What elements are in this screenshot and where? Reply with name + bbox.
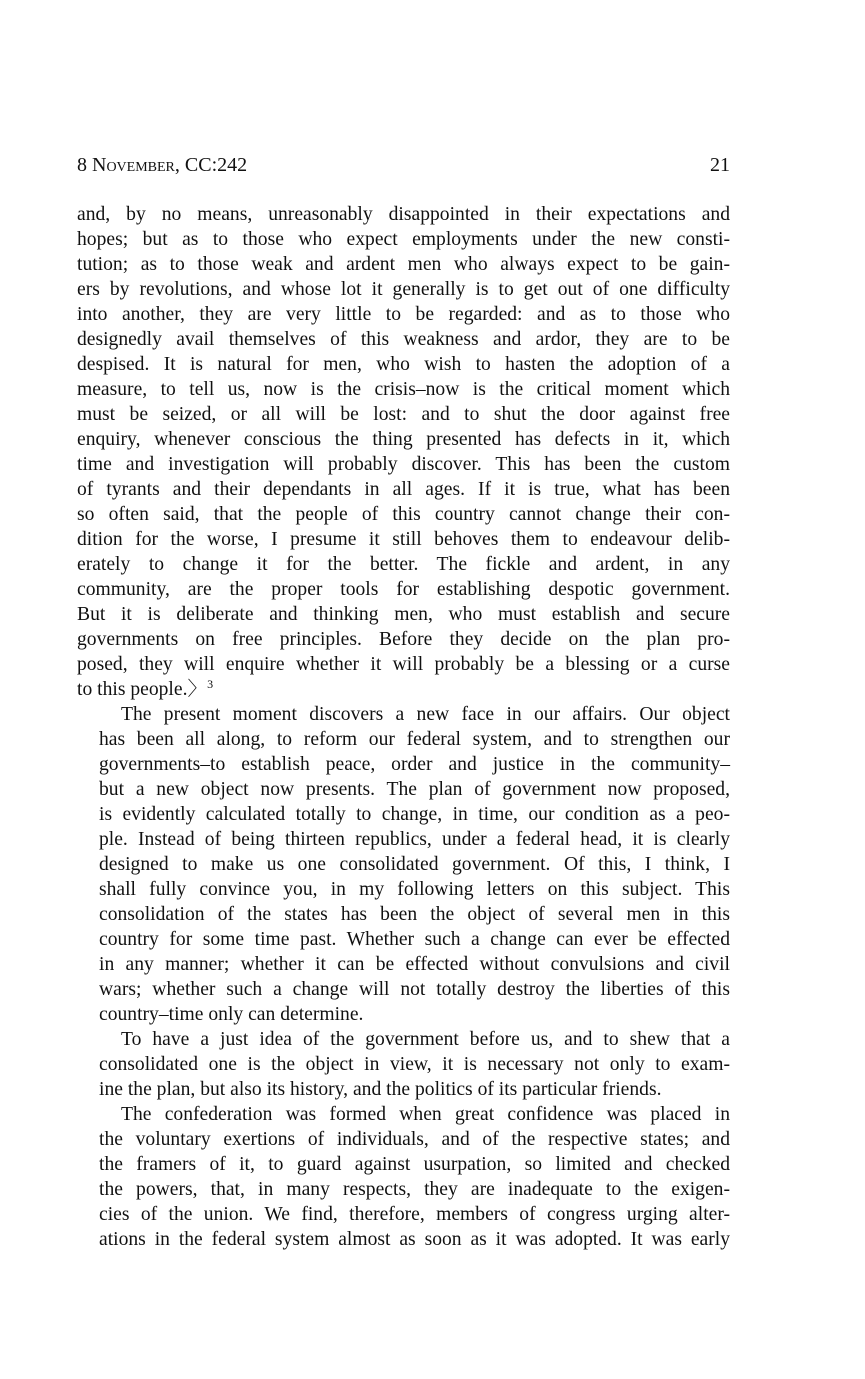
text-line: so often said, that the people of this country cannot change their con-	[77, 504, 730, 525]
text-line: consolidation of the states has been the object of several men in this	[99, 904, 730, 925]
text-line: ations in the federal system almost as soon as it was adopted. It was early	[99, 1229, 730, 1250]
running-head	[77, 150, 730, 180]
paragraph	[77, 702, 730, 1027]
text-line: despised. It is natural for men, who wish to hasten the adoption of a	[77, 354, 730, 375]
text-line: and, by no means, unreasonably disappointed in their expectations and	[77, 204, 730, 225]
footnote-reference: 3	[207, 677, 214, 691]
text-line: to this people.〉$^3$	[77, 677, 214, 700]
text-line: the framers of it, to guard against usurpation, so limited and checked	[99, 1154, 730, 1175]
text-line: has been all along, to reform our federal system, and to strengthen our	[99, 729, 730, 750]
text-line: The confederation was formed when great confidence was placed in	[121, 1104, 730, 1125]
text-line: dition for the worse, I presume it still behoves them to endeavour delib-	[77, 529, 730, 550]
running-head-reference: , CC:242	[174, 154, 248, 176]
text-line: cies of the union. We find, therefore, members of congress urging alter-	[99, 1204, 730, 1225]
text-line: community, are the proper tools for establishing despotic government.	[77, 579, 730, 600]
text-line: time and investigation will probably discover. This has been the custom	[77, 454, 730, 475]
text-line: the voluntary exertions of individuals, and of the respective states; and	[99, 1129, 730, 1150]
text-line: country–time only can determine.	[99, 1004, 364, 1025]
text-line: wars; whether such a change will not totally destroy the liberties of this	[99, 979, 730, 1000]
text-line: ple. Instead of being thirteen republics, under a federal head, it is clearly	[99, 829, 730, 850]
running-head-day: 8	[77, 154, 92, 176]
text-line: posed, they will enquire whether it will probably be a blessing or a curse	[77, 654, 730, 675]
text-line: must be seized, or all will be lost: and to shut the door against free	[77, 404, 730, 425]
running-head-month: November	[92, 154, 175, 176]
text-line: but a new object now presents. The plan of government now proposed,	[99, 779, 730, 800]
text-line: ine the plan, but also its history, and the politics of its particular friends.	[99, 1079, 662, 1100]
text-line: tution; as to those weak and ardent men who always expect to be gain-	[77, 254, 730, 275]
text-line: country for some time past. Whether such a change can ever be effected	[99, 929, 730, 950]
paragraph	[77, 202, 730, 702]
page-number: 21	[710, 154, 730, 176]
text-line: measure, to tell us, now is the crisis–now is the critical moment which	[77, 379, 730, 400]
text-line: The present moment discovers a new face in our affairs. Our object	[121, 704, 730, 725]
text-line: designed to make us one consolidated government. Of this, I think, I	[99, 854, 730, 875]
body-text	[77, 202, 730, 1252]
text-line: governments–to establish peace, order and justice in the community–	[99, 754, 730, 775]
text-line: into another, they are very little to be regarded: and as to those who	[77, 304, 730, 325]
text-line: in any manner; whether it can be effected without convulsions and civil	[99, 954, 730, 975]
text-line: hopes; but as to those who expect employments under the new consti-	[77, 229, 730, 250]
text-line: governments on free principles. Before they decide on the plan pro-	[77, 629, 730, 650]
text-line: consolidated one is the object in view, it is necessary not only to exam-	[99, 1054, 730, 1075]
paragraph	[77, 1027, 730, 1102]
text-line: is evidently calculated totally to change, in time, our condition as a peo-	[99, 804, 730, 825]
text-line: enquiry, whenever conscious the thing presented has defects in it, which	[77, 429, 730, 450]
text-line: To have a just idea of the government before us, and to shew that a	[121, 1029, 730, 1050]
text-line: erately to change it for the better. The fickle and ardent, in any	[77, 554, 730, 575]
text-line: But it is deliberate and thinking men, who must establish and secure	[77, 604, 730, 625]
text-line: of tyrants and their dependants in all ages. If it is true, what has been	[77, 479, 730, 500]
text-line: ers by revolutions, and whose lot it generally is to get out of one difficulty	[77, 279, 730, 300]
text-line: shall fully convince you, in my following letters on this subject. This	[99, 879, 730, 900]
text-line: designedly avail themselves of this weakness and ardor, they are to be	[77, 329, 730, 350]
book-page	[77, 150, 730, 1252]
paragraph	[77, 1102, 730, 1252]
text-line: the powers, that, in many respects, they are inadequate to the exigen-	[99, 1179, 730, 1200]
running-head-date-reference	[77, 150, 247, 180]
